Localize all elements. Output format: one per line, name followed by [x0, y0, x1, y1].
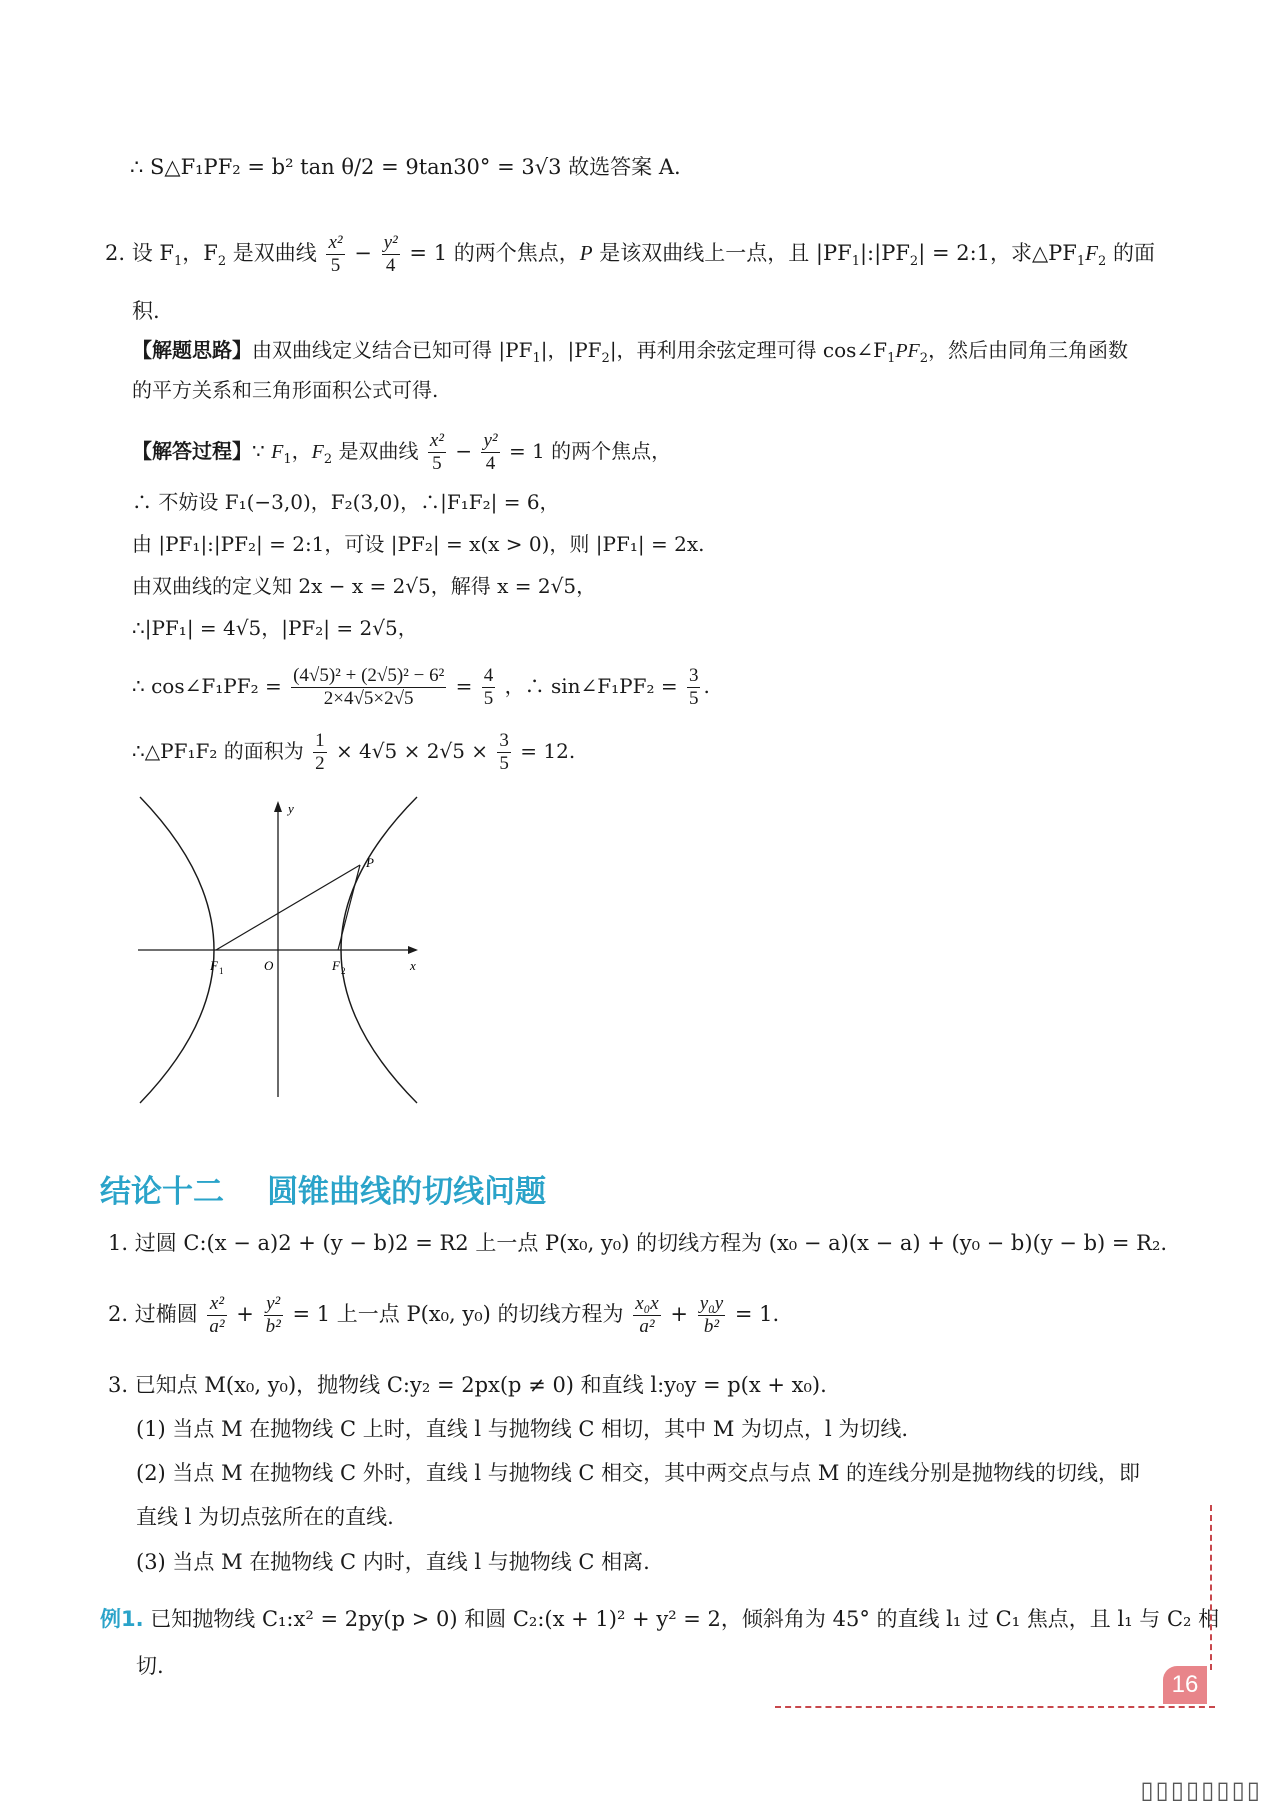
idea-line-1: [132, 335, 1128, 374]
focus-f2-subscript: 2: [341, 966, 346, 976]
conclusion-3-1: [136, 1414, 908, 1444]
area-formula-text: ∴ S△F₁PF₂ = b² tan θ/2 = 9tan30° = 3√3 故选答案 A.: [130, 155, 681, 179]
solution-text: ∴ 不妨设 F₁(−3,0)，F₂(3,0)，∴|F₁F₂| = 6，: [132, 490, 560, 514]
focus-f1-subscript: 1: [219, 966, 224, 976]
problem-2-line-2: [132, 296, 160, 326]
focus-f2-label: F: [332, 958, 340, 973]
solution-text: ，∴ sin∠F₁PF₂ =: [504, 674, 684, 698]
fraction-1-over-2: $\frac{1}{2}$: [315, 730, 325, 774]
conclusion-3-3: [136, 1547, 650, 1577]
subscript: 1: [283, 452, 292, 467]
solution-text: F: [271, 441, 284, 463]
fraction-y2-over-b2: $\frac{\text{y²}}{\text{b²}}$: [265, 1293, 281, 1337]
solution-text: ∴△PF₁F₂ 的面积为: [132, 739, 311, 763]
page-number: 16: [1163, 1666, 1207, 1704]
conclusion-2: [108, 1293, 779, 1338]
because-symbol: ∵: [252, 439, 272, 463]
problem-text: 是双曲线: [226, 241, 324, 265]
idea-text: |，再利用余弦定理可得 cos∠F: [609, 338, 888, 362]
example-1-line-1: [100, 1604, 1219, 1634]
conclusion-1: [108, 1228, 1167, 1258]
idea-text: PF: [895, 340, 920, 362]
idea-text: |，|PF: [540, 338, 602, 362]
solution-text: ∴ cos∠F₁PF₂ =: [132, 674, 289, 698]
plus-sign: +: [236, 1302, 254, 1326]
fraction-3-over-5: $\frac{3}{5}$: [499, 730, 509, 774]
minus-sign: −: [354, 241, 372, 265]
solution-text: ，: [291, 439, 312, 463]
solution-line-7: [132, 730, 575, 775]
solution-line-3: [132, 529, 704, 559]
hyperbola-figure: [130, 785, 450, 1105]
solution-label: 【解答过程】: [132, 439, 252, 463]
example-text: 已知抛物线 C₁:x² = 2py(p > 0) 和圆 C₂:(x + 1)² + y² = 2，倾斜角为 45° 的直线 l₁ 过 C₁ 焦点，且 l₁ 与 C₂ 相: [143, 1607, 1220, 1631]
dashed-border-vertical: [1210, 1505, 1212, 1670]
conclusion-3-2a: [136, 1458, 1140, 1488]
solution-text: 由 |PF₁|:|PF₂| = 2:1，可设 |PF₂| = x(x > 0)，则 |PF₁| = 2x.: [132, 532, 705, 556]
subscript: 1: [887, 351, 896, 366]
problem-text: |:|PF: [859, 241, 910, 265]
focus-f1-label: F: [210, 958, 218, 973]
period: .: [703, 674, 710, 698]
idea-text: ，然后由同角三角函数: [928, 338, 1129, 362]
subscript: 2: [919, 351, 929, 366]
example-1-line-2: [136, 1651, 164, 1681]
conclusion-text: = 1.: [734, 1302, 780, 1326]
subscript: 1: [1076, 254, 1086, 269]
solution-text: ∴|PF₁| = 4√5，|PF₂| = 2√5，: [132, 616, 418, 640]
subscript: 2: [601, 351, 610, 366]
problem-text: | = 2:1，求△PF: [918, 241, 1077, 265]
segment-f2-p: [338, 865, 360, 950]
solution-line-6: [132, 665, 710, 710]
fraction-4-over-5: $\frac{4}{5}$: [483, 665, 494, 709]
problem-text: 的面: [1106, 241, 1155, 265]
therefore-area-line: [130, 152, 681, 182]
origin-label: O: [264, 958, 274, 973]
conclusion-3: [108, 1370, 827, 1400]
fraction-y2-over-4: $\frac{\text{y²}}{4}$: [483, 430, 498, 474]
idea-text: 由双曲线定义结合已知可得 |PF: [252, 338, 533, 362]
fraction-x0x-over-a2: $\frac{\text{x₀x}}{\text{a²}}$: [635, 1293, 659, 1337]
solution-line-4: [132, 571, 596, 601]
solution-text: = 1 的两个焦点，: [508, 439, 672, 463]
minus-sign: −: [455, 439, 473, 463]
problem-text: = 1 的两个焦点，: [409, 241, 580, 265]
solution-text: 由双曲线的定义知 2x − x = 2√5，解得 x = 2√5，: [132, 574, 597, 598]
conclusion-text: (3) 当点 M 在抛物线 C 内时，直线 l 与抛物线 C 相离.: [136, 1550, 650, 1574]
cosine-denominator: 2×4√5×2√5: [323, 688, 414, 709]
x-axis-label: x: [410, 958, 416, 973]
subscript: 1: [532, 351, 541, 366]
fraction-x2-over-5: $\frac{\text{x²}}{5}$: [429, 430, 444, 474]
fraction-y2-over-4: $\frac{\text{y²}}{4}$: [383, 232, 398, 276]
conclusion-text: (1) 当点 M 在抛物线 C 上时，直线 l 与抛物线 C 相切，其中 M 为切点，l 为切线.: [136, 1417, 909, 1441]
solution-text: × 4√5 × 2√5 ×: [335, 739, 495, 763]
solution-line-2: [132, 487, 560, 517]
conclusion-text: = 1 上一点 P(x₀, y₀) 的切线方程为: [292, 1302, 631, 1326]
fraction-x2-over-5: $\frac{\text{x²}}{5}$: [328, 232, 343, 276]
brand-mark: ▯▯▯▯▯▯▯▯: [1140, 1776, 1262, 1804]
solution-line-5: [132, 613, 418, 643]
problem-text: 2. 设 F: [105, 241, 174, 265]
idea-line-2: [132, 375, 438, 405]
subscript: 2: [217, 254, 227, 269]
y-axis-label: y: [288, 801, 294, 816]
problem-text: 是该双曲线上一点，且 |PF: [592, 241, 852, 265]
conclusion-text: 1. 过圆 C:(x − a)2 + (y − b)2 = R2 上一点 P(x₀, y₀) 的切线方程为 (x₀ − a)(x − a) + (y₀ − b)(y − b) = R₂.: [108, 1231, 1168, 1255]
solution-text: F: [311, 441, 324, 463]
subscript: 2: [909, 254, 919, 269]
subscript: 1: [173, 254, 183, 269]
solution-line-1: [132, 430, 671, 475]
fraction-y0y-over-b2: $\frac{\text{y₀y}}{\text{b²}}$: [699, 1293, 724, 1337]
point-p: P: [579, 241, 593, 265]
conclusion-3-2b: [136, 1502, 394, 1532]
idea-label: 【解题思路】: [132, 338, 252, 362]
conclusion-text: (2) 当点 M 在抛物线 C 外时，直线 l 与抛物线 C 相交，其中两交点与点 M 的连线分别是抛物线的切线，即: [136, 1461, 1141, 1485]
problem-2-line-1: [105, 232, 1155, 277]
conclusion-text: 2. 过椭圆: [108, 1302, 205, 1326]
subscript: 1: [851, 254, 860, 269]
example-text: 切.: [136, 1654, 164, 1678]
solution-text: =: [455, 674, 479, 698]
plus-sign: +: [670, 1302, 688, 1326]
y-axis-arrow: [274, 801, 282, 812]
point-p-label: P: [366, 855, 374, 870]
example-label: 例1.: [100, 1607, 144, 1631]
segment-f1-p: [216, 865, 360, 950]
solution-text: = 12.: [520, 739, 576, 763]
idea-text: 的平方关系和三角形面积公式可得.: [132, 378, 439, 402]
problem-text: ，F: [182, 241, 218, 265]
cosine-fraction: [291, 665, 446, 710]
subscript: 2: [323, 452, 333, 467]
subscript: 2: [1097, 254, 1107, 269]
fraction-x2-over-a2: $\frac{\text{x²}}{\text{a²}}$: [209, 1293, 225, 1337]
conclusion-text: 3. 已知点 M(x₀, y₀)，抛物线 C:y₂ = 2px(p ≠ 0) 和直线 l:y₀y = p(x + x₀).: [108, 1373, 827, 1397]
fraction-3-over-5: $\frac{3}{5}$: [688, 665, 699, 709]
problem-text: F: [1085, 241, 1098, 265]
section-heading: 结论十二 圆锥曲线的切线问题: [100, 1174, 547, 1210]
problem-text: 积.: [132, 299, 160, 323]
dashed-border-horizontal: [775, 1706, 1215, 1708]
cosine-numerator: (4√5)² + (2√5)² − 6²: [293, 665, 445, 686]
x-axis-arrow: [408, 946, 418, 954]
solution-text: 是双曲线: [332, 439, 425, 463]
conclusion-text: 直线 l 为切点弦所在的直线.: [136, 1505, 394, 1529]
